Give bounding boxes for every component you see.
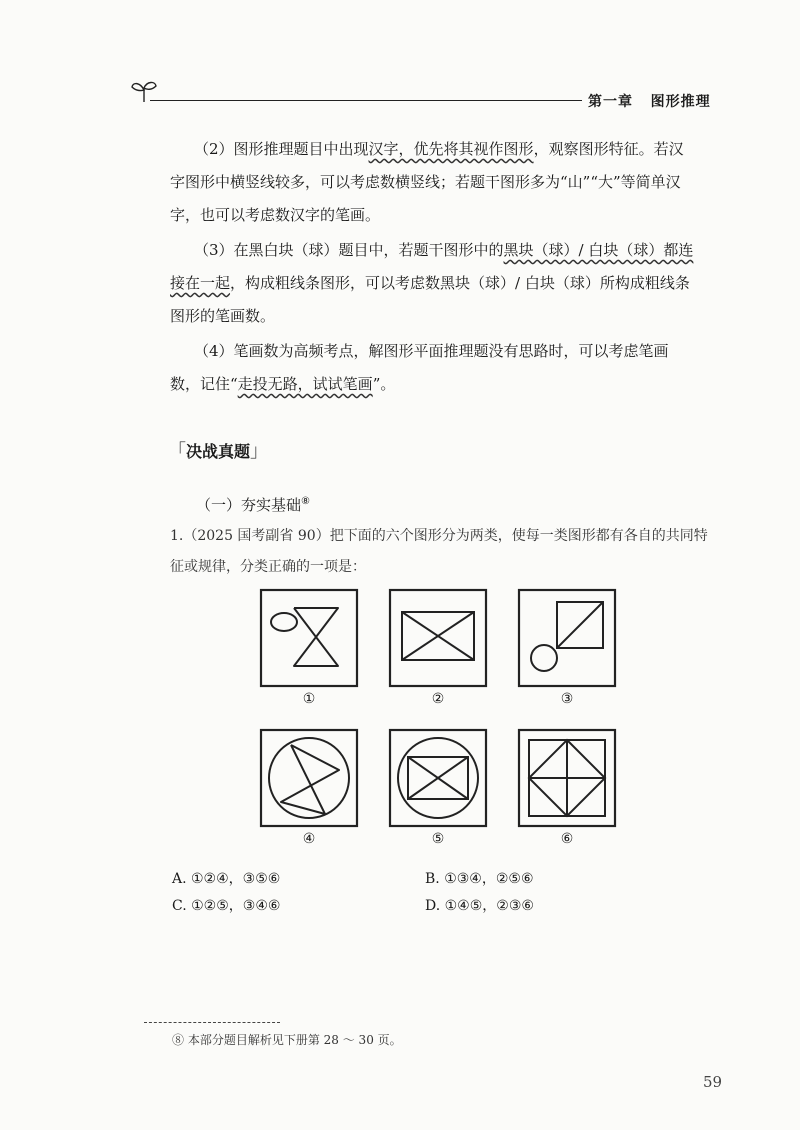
footnote-ref: ⑧ — [301, 496, 310, 507]
figure-4-drawing — [259, 728, 359, 828]
chapter-label: 第一章 — [588, 94, 633, 110]
option-c[interactable]: C. ①②⑤，③④⑥ — [172, 898, 281, 914]
p2-emphasis: 汉字，优先将其视作图形 — [368, 140, 534, 158]
subsection-title-text: （一）夯实基础 — [196, 496, 302, 514]
figure-label-4: ④ — [302, 831, 316, 847]
figure-6 — [516, 728, 618, 848]
figure-row-2 — [258, 728, 618, 848]
page-number: 59 — [703, 1073, 723, 1091]
figure-3-drawing — [517, 588, 617, 688]
p4-text-c: ”。 — [372, 375, 396, 393]
bracket-close: 」 — [250, 441, 269, 462]
option-b[interactable]: B. ①③④，②⑤⑥ — [425, 871, 534, 887]
figure-5-drawing — [388, 728, 488, 828]
figure-4 — [258, 728, 360, 848]
paragraph-2 — [170, 133, 696, 232]
option-a[interactable]: A. ①②④，③⑤⑥ — [172, 871, 281, 887]
figure-label-6: ⑥ — [560, 831, 574, 847]
figure-label-2: ② — [431, 691, 445, 707]
footnote-text: 本部分题目解析见下册第 28 ～ 30 页。 — [187, 1033, 402, 1047]
bracket-open: 「 — [168, 441, 186, 462]
figure-row-1 — [258, 588, 618, 708]
p3-text-a: （3）在黑白块（球）题目中，若题干图形中的 — [194, 241, 504, 259]
figure-label-1: ① — [302, 691, 316, 707]
figure-1-drawing — [259, 588, 359, 688]
p3-text-c: ，构成粗线条图形，可以考虑数黑块（球）/ 白块（球）所构成粗线条图形的笔画数。 — [170, 274, 690, 325]
footnote-rule — [144, 1022, 280, 1023]
section-title-text: 决战真题 — [186, 442, 251, 461]
p2-text-a: （2）图形推理题目中出现 — [194, 140, 369, 158]
figure-5 — [387, 728, 489, 848]
paragraph-4 — [170, 335, 696, 401]
figure-2 — [387, 588, 489, 708]
chapter-title: 图形推理 — [650, 94, 711, 110]
p2-text-c: ，观察图形特征。若汉字图形中横竖线较多，可以考虑数横竖线；若题干图形多为“山”“大”等简单汉字，也可以考虑数汉字的笔画。 — [170, 140, 684, 224]
section-heading — [168, 437, 268, 463]
p4-text-a: （4）笔画数为高频考点，解图形平面推理题没有思路时，可以考虑笔画数，记住“ — [170, 342, 669, 393]
p4-emphasis: 走投无路，试试笔画 — [237, 375, 373, 393]
paragraph-3 — [170, 234, 696, 333]
footnote — [172, 1031, 402, 1048]
option-d[interactable]: D. ①④⑤，②③⑥ — [425, 898, 534, 914]
figure-1 — [258, 588, 360, 708]
figure-2-drawing — [388, 588, 488, 688]
figure-3 — [516, 588, 618, 708]
subsection-heading — [196, 494, 310, 515]
figure-6-drawing — [517, 728, 617, 828]
header-rule — [150, 100, 582, 101]
figure-label-5: ⑤ — [431, 831, 445, 847]
figure-label-3: ③ — [560, 691, 574, 707]
question-stem: 1.（2025 国考副省 90）把下面的六个图形分为两类，使每一类图形都有各自的共同特征或规律，分类正确的一项是： — [170, 528, 708, 575]
p3-emphasis: 黑块（球）/ 白块（球）都连接在一起 — [170, 241, 694, 292]
footnote-mark: ⑧ — [172, 1033, 185, 1047]
running-header — [588, 91, 711, 111]
